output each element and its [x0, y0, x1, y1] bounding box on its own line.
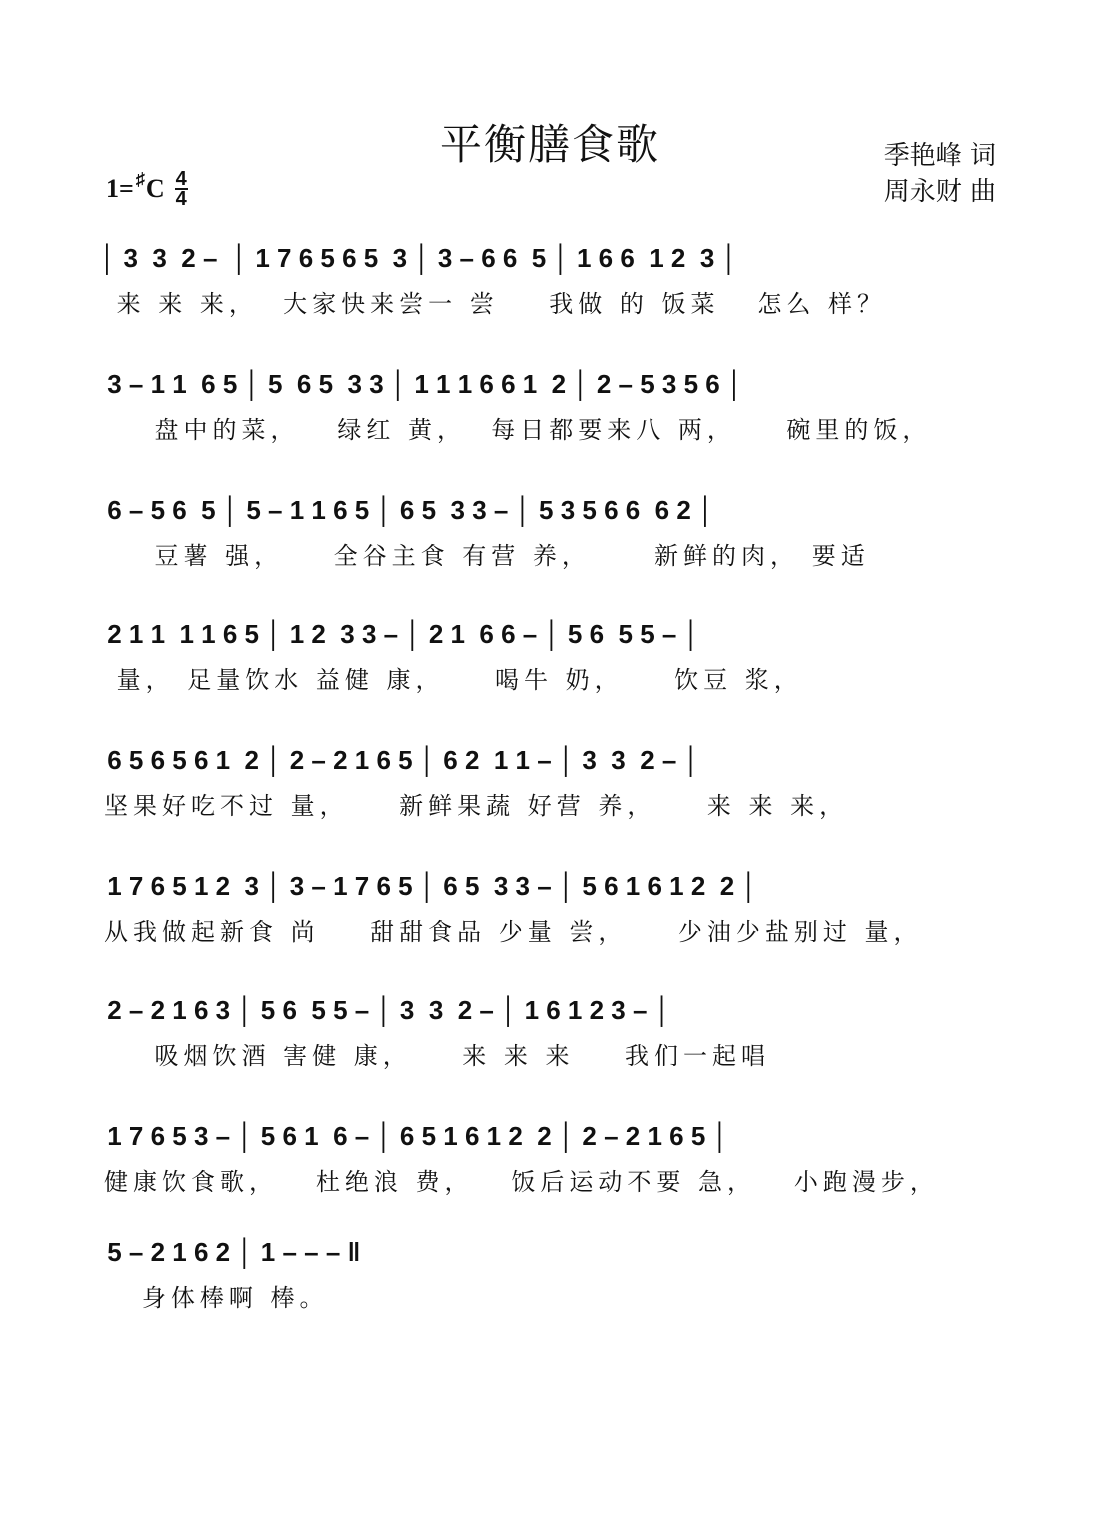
- lyrics-row-5: 坚果好吃不过 量， 新鲜果蔬 好营 养， 来 来 来，: [104, 792, 849, 820]
- notes-row-5: 6 5 6 5 6 1 2 │ 2 – 2 1 6 5 │ 6 2 1 1 – │ 3 3 2 – │: [100, 745, 700, 775]
- lyrics-row-7: 吸烟饮酒 害健 康， 来 来 来 我们一起唱: [104, 1042, 771, 1070]
- notes-row-4: 2 1 1 1 1 6 5 │ 1 2 3 3 – │ 2 1 6 6 – │ 5 6 5 5 – │: [100, 619, 700, 649]
- time-signature: [175, 170, 188, 208]
- score-row-9: [100, 1232, 1005, 1322]
- lyrics-row-8: 健康饮食歌， 杜绝浪 费， 饭后运动不要 急， 小跑漫步，: [104, 1168, 939, 1196]
- composer-credit: 周永财 曲: [883, 177, 996, 207]
- lyricist-credit: 季艳峰 词: [883, 141, 996, 171]
- notes-row-2: 3 – 1 1 6 5 │ 5 6 5 3 3 │ 1 1 1 6 6 1 2 │ 2 – 5 3 5 6 │: [100, 369, 744, 399]
- score-row-8: [100, 1116, 1005, 1206]
- time-signature-top: 4: [175, 168, 187, 190]
- lyrics-row-6: 从我做起新食 尚 甜甜食品 少量 尝， 少油少盐别过 量，: [104, 918, 923, 946]
- score-row-4: [100, 614, 1005, 704]
- score-row-3: [100, 490, 1005, 580]
- score-row-7: [100, 990, 1005, 1080]
- score-row-1: [100, 238, 1005, 328]
- lyrics-row-4: 量， 足量饮水 益健 康， 喝牛 奶， 饮豆 浆，: [104, 666, 803, 694]
- lyrics-row-2: 盘中的菜， 绿红 黄， 每日都要来八 两， 碗里的饭，: [104, 416, 932, 444]
- song-title: 平衡膳食歌: [439, 120, 660, 169]
- key-prefix: 1=: [106, 174, 134, 203]
- sharp-symbol: ♯: [135, 168, 145, 189]
- credits: [884, 138, 996, 210]
- score-row-5: [100, 740, 1005, 830]
- lyrics-row-9: 身体棒啊 棒。: [104, 1284, 329, 1312]
- lyrics-row-3: 豆薯 强， 全谷主食 有营 养， 新鲜的肉， 要适: [104, 542, 870, 570]
- key-signature: [106, 170, 188, 208]
- notes-row-3: 6 – 5 6 5 │ 5 – 1 1 6 5 │ 6 5 3 3 – │ 5 3 5 6 6 6 2 │: [100, 495, 715, 525]
- notes-row-6: 1 7 6 5 1 2 3 │ 3 – 1 7 6 5 │ 6 5 3 3 – │ 5 6 1 6 1 2 2 │: [100, 871, 758, 901]
- lyrics-row-1: 来 来 来， 大家快来尝一 尝 我做 的 饭菜 怎么 样？: [104, 290, 887, 318]
- score-row-2: [100, 364, 1005, 454]
- key-name: C: [145, 174, 165, 203]
- notes-row-1: │ 3 3 2 – │ 1 7 6 5 6 5 3 │ 3 – 6 6 5 │ 1 6 6 1 2 3 │: [100, 243, 738, 273]
- score-row-6: [100, 866, 1005, 956]
- time-signature-bottom: 4: [175, 188, 187, 210]
- notes-row-8: 1 7 6 5 3 – │ 5 6 1 6 – │ 6 5 1 6 1 2 2 │ 2 – 2 1 6 5 │: [100, 1121, 729, 1151]
- notes-row-7: 2 – 2 1 6 3 │ 5 6 5 5 – │ 3 3 2 – │ 1 6 1 2 3 – │: [100, 995, 671, 1025]
- notes-row-9: 5 – 2 1 6 2 │ 1 – – – ‖: [100, 1237, 361, 1267]
